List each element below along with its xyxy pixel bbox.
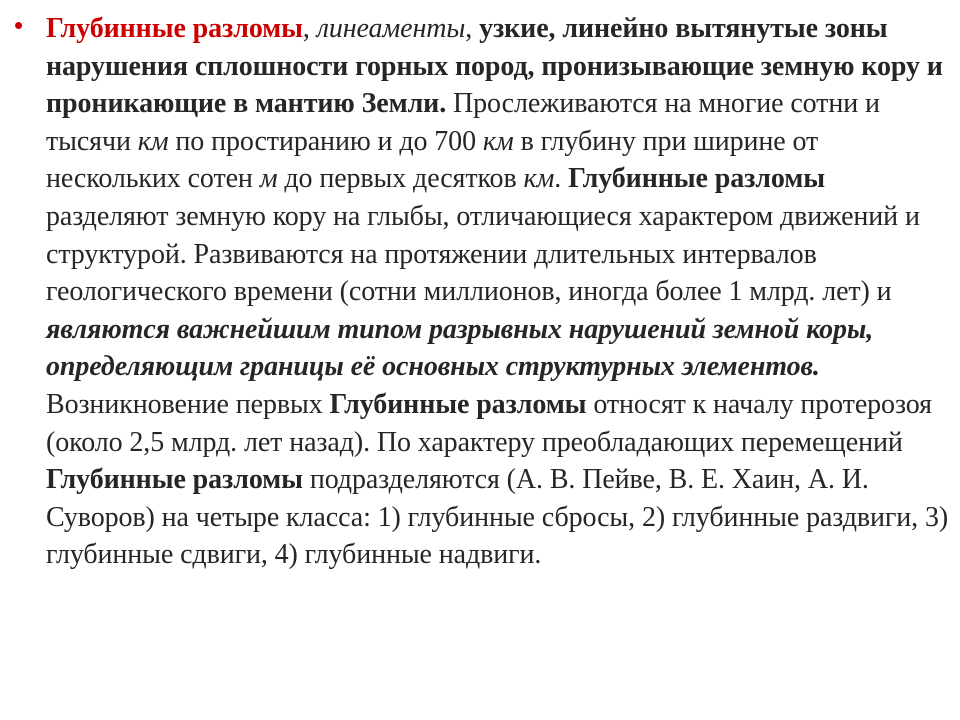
text-segment: Прослеживаются на многие сотни и тысячи	[46, 88, 880, 157]
term-deep-faults-bold: Глубинные разломы	[46, 464, 303, 496]
term-deep-faults-bold: Глубинные разломы	[329, 388, 587, 420]
text-segment: Возникновение первых	[46, 388, 330, 420]
term-deep-faults-red: Глубинные разломы	[46, 13, 303, 44]
definition-bold: узкие, линейно вытянутые зоны нарушения сплошности горных пород, пронизывающие земную кору и проникающие в мантию Земли.	[46, 13, 943, 120]
bullet-marker: •	[14, 10, 24, 40]
text-segment: в глубину при ширине от нескольких сотен	[46, 125, 819, 195]
text-segment: по простиранию и до 700	[168, 125, 483, 157]
synonym-lineaments: линеаменты	[316, 13, 466, 44]
emphasis-bold-italic: являются важнейшим типом разрывных нарушений земной коры, определяющим границы её основных структурных элементов.	[46, 313, 874, 383]
unit-km: км	[523, 163, 555, 195]
separator: ,	[465, 13, 480, 44]
text-segment: подразделяются (А. В. Пейве, В. Е. Хаин, А. И. Суворов) на четыре класса: 1) глубинные сбросы, 2) глубинные раздвиги, 3) глубинные сдвиги, 4) глубинные надвиги.	[46, 464, 949, 571]
separator: ,	[302, 13, 317, 44]
unit-km: км	[482, 125, 514, 157]
unit-km: км	[137, 125, 169, 157]
unit-m: м	[259, 163, 278, 195]
term-deep-faults-bold: Глубинные разломы	[568, 163, 825, 195]
body-paragraph	[46, 10, 951, 574]
text-segment: .	[554, 163, 569, 195]
text-segment: относят к началу протерозоя (около 2,5 млрд. лет назад). По характеру преобладающих перемещений	[46, 388, 932, 458]
text-segment: до первых десятков	[277, 163, 524, 195]
text-segment: разделяют земную кору на глыбы, отличающиеся характером движений и структурой. Развиваются на протяжении длительных интервалов геологического времени (сотни миллионов, иногда более 1 млрд. лет) и	[46, 200, 920, 308]
